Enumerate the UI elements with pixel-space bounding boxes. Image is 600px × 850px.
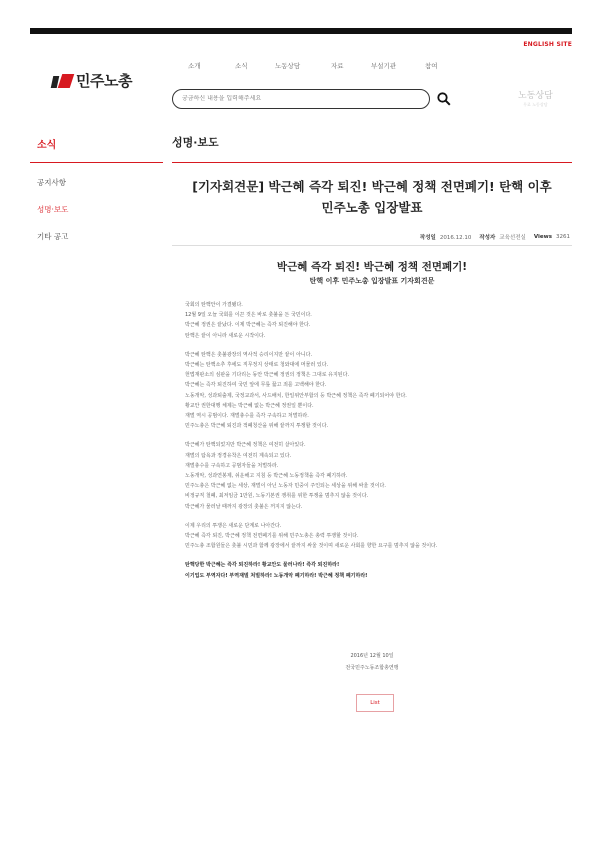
paragraph: 국회의 탄핵안이 가결됐다. 12월 9일 오늘 국회를 이끈 것은 바로 촛불을 든 국민이다. 박근혜 정권은 끝났다. 이제 박근혜는 즉각 퇴진해야 한다. 탄핵은 끝이 아니라 새로운 시작이다. [185, 302, 312, 339]
search-icon[interactable] [437, 92, 451, 106]
nav-item-affiliates[interactable]: 부설기관 [371, 62, 397, 70]
slogan: 탄핵당한 박근혜는 즉각 퇴진하라! 황교안도 물러나라! 즉각 퇴진하라! [185, 562, 340, 569]
counsel-subtitle: 무료 노동상담 [523, 102, 548, 107]
search-input[interactable] [182, 95, 412, 102]
article-body [185, 300, 575, 590]
english-site-link[interactable]: ENGLISH SITE [523, 41, 572, 48]
sidebar-menu [37, 177, 68, 258]
sidebar-title: 소식 [37, 140, 57, 151]
page-title-divider [172, 162, 572, 163]
search-box [172, 89, 430, 109]
article-subheadline: 탄핵 이후 민주노총 입장발표 기자회견문 [309, 277, 435, 285]
paragraph: 박근혜 탄핵은 촛불광장의 역사적 승리이지만 끝이 아니다. 박근혜는 탄핵소추 후에도 직무정지 상태로 청와대에 머물러 있다. 헌법재판소의 심판을 기다리는 동안 박근혜 정권의 정책은 그대로 유지된다. 박근혜는 즉각 퇴진하여 국민 앞에 무릎 꿇고 죄를 고백해야 한다. 노동개악, 성과퇴출제, 국정교과서, 사드배치, 한일위안부합의 등 박근혜 정책은 즉각 폐기되어야 한다. 황교안 권한대행 체제는 박근혜 없는 박근혜 정권일 뿐이다. 재벌 역시 공범이다. 재벌총수를 즉각 구속하고 처벌하라. 민주노총은 박근혜 퇴진과 적폐청산을 위해 끝까지 투쟁할 것이다. [185, 351, 407, 430]
signature-org: 전국민주노동조합총연맹 [345, 665, 399, 671]
page-title: 성명·보도 [172, 136, 219, 149]
list-button[interactable]: List [356, 694, 394, 712]
sidebar-item-other[interactable]: 기타 공고 [37, 232, 69, 241]
nav-item-materials[interactable]: 자료 [331, 62, 344, 70]
nav-item-about[interactable]: 소개 [188, 62, 201, 70]
signature-date: 2016년 12월 10일 [350, 653, 394, 659]
top-bar [30, 28, 572, 34]
sidebar-item-notices[interactable]: 공지사항 [37, 178, 66, 187]
sidebar-item-statements[interactable]: 성명·보도 [37, 205, 69, 214]
post-title [172, 176, 572, 218]
slogan: 이기업도 부역자다! 부역재벌 처벌하라! 노동개악 폐기하라! 박근혜 정책 폐기하라! [185, 572, 368, 579]
paragraph: 이제 우리의 투쟁은 새로운 단계로 나아간다. 박근혜 즉각 퇴진, 박근혜 정책 전면폐기를 위해 민주노총은 총력 투쟁할 것이다. 민주노총 조합원들은 촛불 시민과 함께 광장에서 끝까지 싸울 것이며 새로운 사회를 향한 요구를 멈추지 않을 것이다. [185, 522, 438, 550]
meta-views: Views 3261 [533, 234, 570, 240]
logo-mark-icon [52, 74, 72, 88]
meta-divider [172, 245, 572, 246]
paragraph: 박근혜가 탄핵되었지만 박근혜 정책은 여전히 살아있다. 재벌의 탐욕과 정경유착은 여전히 계속되고 있다. 재벌총수를 구속하고 공범자들을 처벌하라. 노동개악, 성과연봉제, 쉬운해고 지침 등 박근혜 노동정책을 즉각 폐기하라. 민주노총은 박근혜 없는 세상, 재벌이 아닌 노동자 민중이 주인되는 세상을 위해 싸울 것이다. 비정규직 철폐, 최저임금 1만원, 노동기본권 쟁취를 위한 투쟁을 멈추지 않을 것이다. 박근혜가 물러날 때까지 광장의 촛불은 꺼지지 않는다. [185, 442, 386, 510]
post-title-line2: 민주노총 입장발표 [321, 200, 423, 215]
counsel-title: 노동상담 [518, 91, 553, 101]
main-nav [188, 61, 438, 70]
nav-item-news[interactable]: 소식 [235, 62, 248, 70]
post-meta [420, 233, 570, 241]
logo[interactable] [52, 70, 132, 91]
sidebar-divider [30, 162, 163, 163]
logo-text: 민주노총 [76, 72, 132, 90]
meta-author: 작성자 교육선전실 [479, 235, 526, 241]
nav-item-participate[interactable]: 참여 [425, 62, 438, 70]
labor-counsel-link[interactable] [518, 88, 553, 108]
post-title-line1: [기자회견문] 박근혜 즉각 퇴진! 박근혜 정책 전면폐기! 탄핵 이후 [192, 179, 552, 194]
meta-date: 작성일 2016.12.10 [419, 235, 472, 241]
article-headline: 박근혜 즉각 퇴진! 박근혜 정책 전면폐기! [276, 261, 468, 273]
nav-item-counsel[interactable]: 노동상담 [275, 62, 301, 70]
